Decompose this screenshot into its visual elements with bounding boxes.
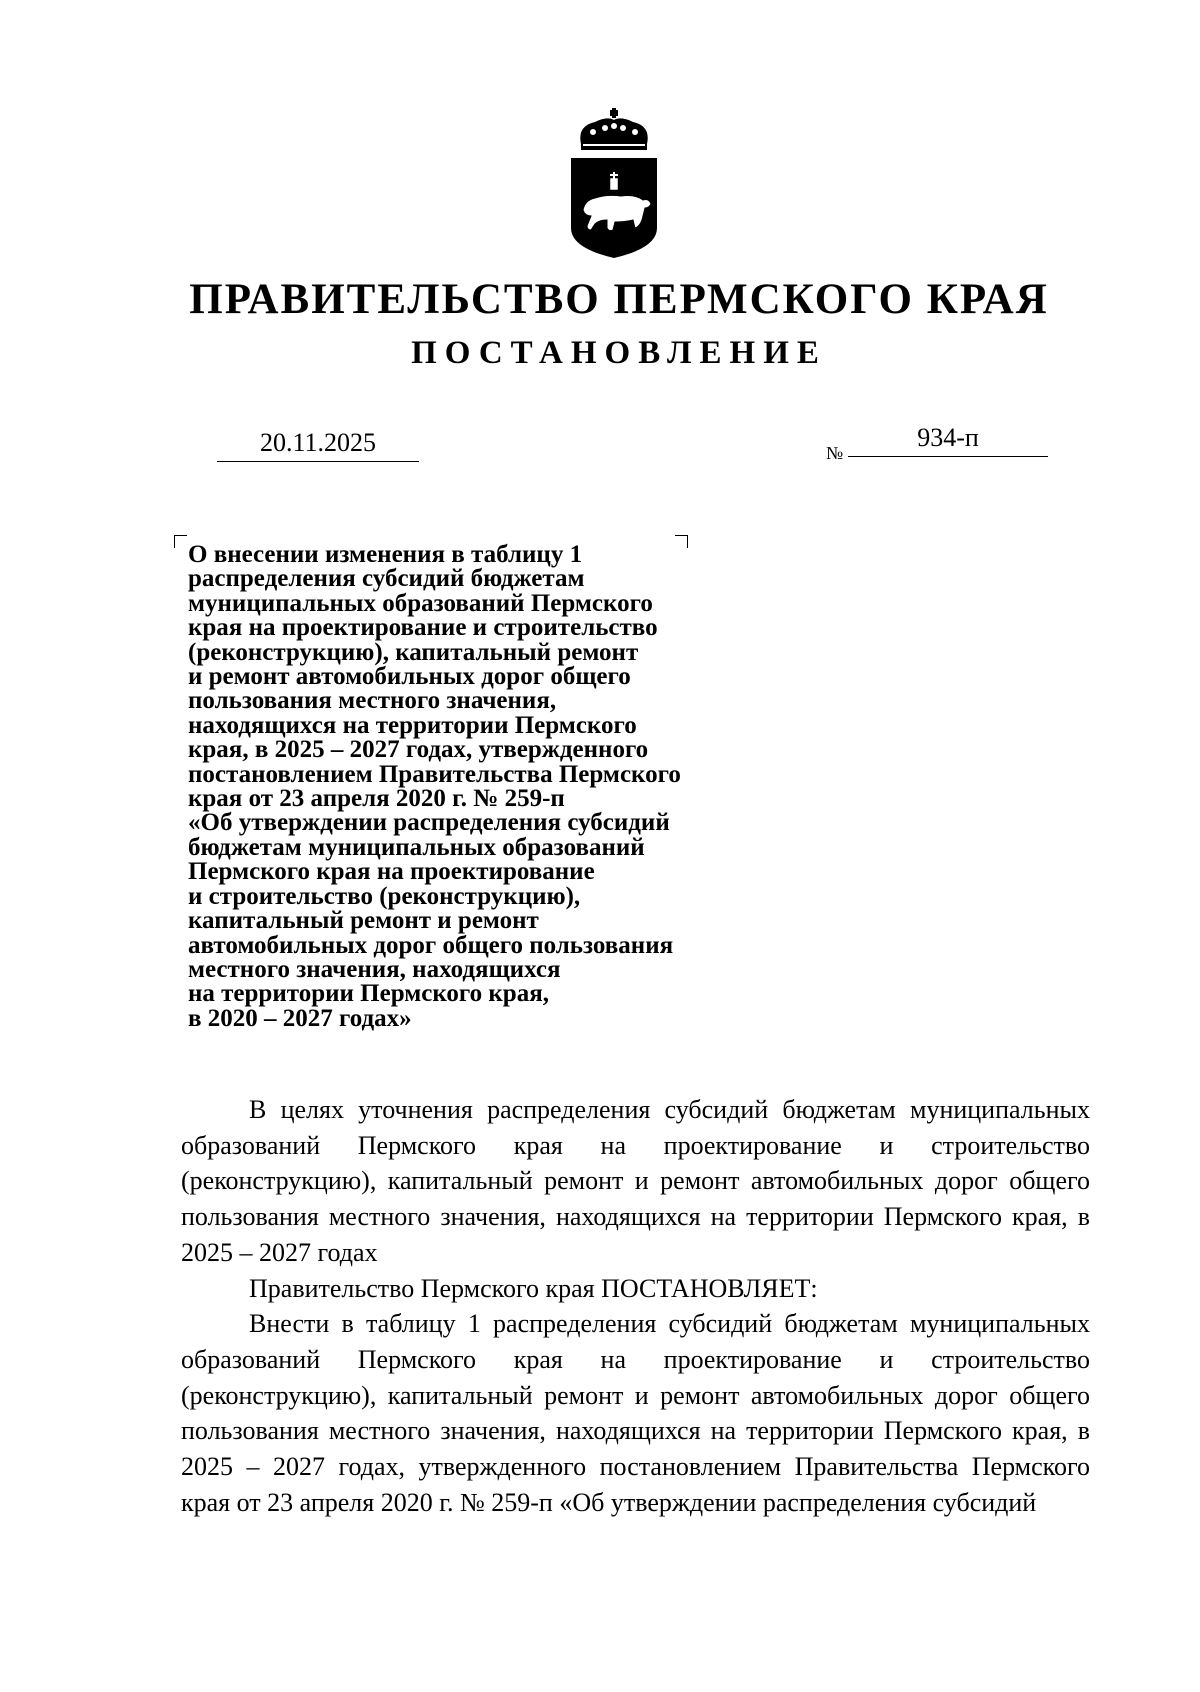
- subject-line: края, в 2025 – 2027 годах, утвержденного: [188, 736, 649, 764]
- subject-line: О внесении изменения в таблицу 1: [188, 541, 583, 568]
- number-sign: №: [826, 443, 844, 463]
- subject-line: и строительство (реконструкцию),: [188, 882, 581, 910]
- document-type: ПОСТАНОВЛЕНИЕ: [411, 335, 827, 371]
- body-paragraph-preamble: В целях уточнения распределения субсидий бюджетам муниципальных образований Пермского края на проектирование и строительство (реконструкцию), капитальный ремонт и ремонт автомобильных дорог общего пользования местного значения, находящихся на территории Пермского края, в 2025 – 2027 годах: [181, 1095, 1090, 1267]
- subject-line: местного значения, находящихся: [188, 955, 561, 983]
- subject-corner-left: [174, 535, 187, 548]
- subject-line: края от 23 апреля 2020 г. № 259-п: [188, 785, 565, 813]
- subject-line: автомобильных дорог общего пользования: [188, 931, 674, 959]
- subject-line: (реконструкцию), капитальный ремонт: [188, 638, 639, 666]
- crown-icon: [580, 108, 647, 150]
- document-subject: [188, 543, 788, 1031]
- subject-line: Пермского края на проектирование: [188, 858, 595, 886]
- government-title: ПРАВИТЕЛЬСТВО ПЕРМСКОГО КРАЯ: [189, 276, 1049, 323]
- subject-line: на территории Пермского края,: [188, 980, 549, 1008]
- subject-line: муниципальных образований Пермского: [188, 589, 653, 617]
- subject-line: капитальный ремонт и ремонт: [188, 907, 539, 935]
- subject-line: пользования местного значения,: [188, 687, 557, 715]
- subject-line: края на проектирование и строительство: [188, 614, 658, 642]
- document-date: 20.11.2025: [217, 425, 419, 462]
- subject-line: распределения субсидий бюджетам: [188, 565, 585, 593]
- body-paragraph-resolves: Правительство Пермского края ПОСТАНОВЛЯЕТ:: [249, 1273, 818, 1303]
- document-number: 934-п: [848, 420, 1048, 457]
- subject-line: «Об утверждении распределения субсидий: [188, 809, 670, 837]
- coat-of-arms-icon: [563, 108, 665, 260]
- subject-line: и ремонт автомобильных дорог общего: [188, 663, 631, 691]
- subject-line: бюджетам муниципальных образований: [188, 833, 645, 861]
- body-paragraph-amendment: Внести в таблицу 1 распределения субсидий бюджетам муниципальных образований Пермского края на проектирование и строительство (реконструкцию), капитальный ремонт и ремонт автомобильных дорог общего пользования местного значения, находящихся на территории Пермского края, в 2025 – 2027 годах, утвержденного постановлением Правительства Пермского края от 23 апреля 2020 г. № 259-п «Об утверждении распределения субсидий: [181, 1309, 1090, 1517]
- subject-line: находящихся на территории Пермского: [188, 711, 637, 739]
- subject-line: в 2020 – 2027 годах»: [188, 1004, 412, 1032]
- subject-line: постановлением Правительства Пермского: [188, 760, 681, 788]
- document-body: [181, 1092, 1090, 1520]
